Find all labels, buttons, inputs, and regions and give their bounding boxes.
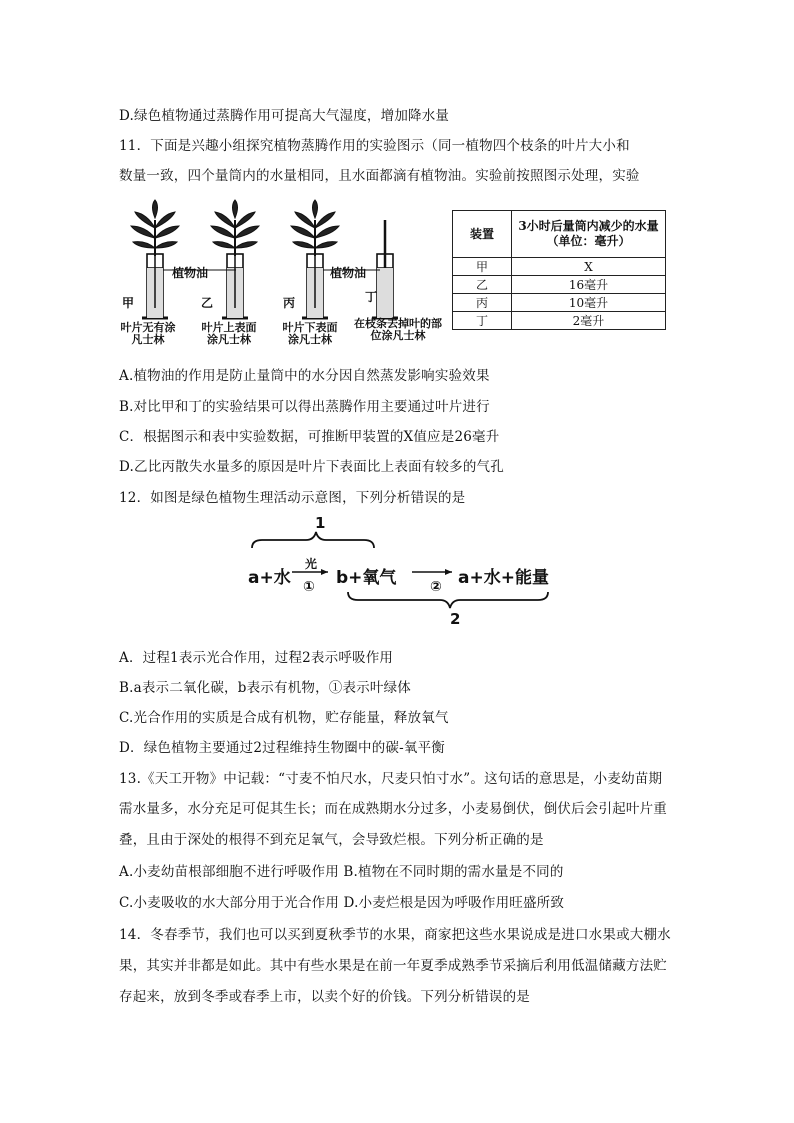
q10-option-d: D.绿色植物通过蒸腾作用可提高大气湿度，增加降水量 [119, 108, 450, 124]
table-cell-value: X [512, 258, 666, 276]
tube-caption-jia: 叶片无有涂凡士林 [120, 321, 176, 346]
table-cell-value: 10毫升 [512, 294, 666, 312]
plant-jia [131, 200, 179, 256]
table-header-device: 装置 [453, 211, 512, 258]
q12-option-b: B.a表示二氧化碳，b表示有机物，①表示叶绿体 [119, 680, 412, 696]
table-row [453, 258, 666, 276]
q14-stem-line2: 果，其实并非都是如此。其中有些水果是在前一年夏季成熟季节采摘后利用低温储藏方法贮 [119, 958, 667, 974]
diagram-right: a+水+能量 [458, 568, 549, 588]
diagram-left: a+水 [248, 568, 291, 588]
tube-caption-ding: 在枝条去掉叶的部位涂凡士林 [354, 317, 442, 342]
cylinder-yi [222, 254, 248, 318]
oil-label-1: 植物油 [172, 266, 209, 280]
tube-name-jia: 甲 [122, 296, 135, 310]
q11-option-c: C．根据图示和表中实验数据，可推断甲装置的X值应是26毫升 [119, 429, 500, 445]
table-cell-device: 丙 [453, 294, 512, 312]
diagram-middle: b+氧气 [336, 568, 397, 588]
q11-option-a: A.植物油的作用是防止量筒中的水分因自然蒸发影响实验效果 [119, 368, 490, 384]
table-cell-value: 2毫升 [512, 312, 666, 330]
table-cell-device: 乙 [453, 276, 512, 294]
diagram-label-1: 1 [315, 514, 326, 532]
q12-option-d: D．绿色植物主要通过2过程维持生物圈中的碳-氧平衡 [119, 740, 445, 756]
diagram-label-2: 2 [450, 610, 461, 628]
table-row [453, 312, 666, 330]
q11-option-b: B.对比甲和丁的实验结果可以得出蒸腾作用主要通过叶片进行 [119, 399, 490, 415]
q11-stem-line2: 数量一致，四个量筒内的水量相同，且水面都滴有植物油。实验前按照图示处理，实验 [119, 168, 640, 184]
q12-option-c: C.光合作用的实质是合成有机物，贮存能量，释放氧气 [119, 710, 449, 726]
q11-results-table [452, 210, 666, 330]
q14-stem-line1: 14．冬春季节，我们也可以买到夏秋季节的水果，商家把这些水果说成是进口水果或大棚水 [119, 927, 671, 943]
cylinder-bing [302, 254, 328, 318]
table-row [453, 294, 666, 312]
diagram-arrow2-bottom: ② [430, 579, 442, 595]
table-header-row [453, 211, 666, 258]
tube-caption-yi: 叶片上表面涂凡士林 [201, 321, 257, 346]
table-cell-device: 丁 [453, 312, 512, 330]
diagram-arrow1-bottom: ① [303, 579, 315, 595]
diagram-arrow1-top: 光 [305, 557, 318, 571]
q13-stem-line1: 13.《天工开物》中记载：“寸麦不怕尺水，尺麦只怕寸水”。这句话的意思是，小麦幼苗期 [119, 771, 663, 787]
q13-stem-line2: 需水量多，水分充足可促其生长；而在成熟期水分过多，小麦易倒伏，倒伏后会引起叶片重 [119, 801, 667, 817]
table-cell-value: 16毫升 [512, 276, 666, 294]
plant-bing [291, 200, 339, 256]
table-header-water: 3小时后量筒内减少的水量（单位：毫升） [512, 211, 666, 258]
brace-process-2 [348, 592, 548, 608]
cylinder-jia [142, 254, 168, 318]
q13-options-line1: A.小麦幼苗根部细胞不进行呼吸作用 B.植物在不同时期的需水量是不同的 [119, 864, 564, 880]
tube-name-ding: 丁 [365, 290, 378, 304]
oil-label-2: 植物油 [330, 266, 367, 280]
q11-option-d: D.乙比丙散失水量多的原因是叶片下表面比上表面有较多的气孔 [119, 459, 504, 475]
q13-stem-line3: 叠，且由于深处的根得不到充足氧气，会导致烂根。下列分析正确的是 [119, 832, 544, 848]
q11-stem-line1: 11．下面是兴趣小组探究植物蒸腾作用的实验图示（同一植物四个枝条的叶片大小和 [119, 138, 630, 154]
table-cell-device: 甲 [453, 258, 512, 276]
q14-stem-line3: 存起来，放到冬季或春季上市，以卖个好的价钱。下列分析错误的是 [119, 989, 530, 1005]
tube-name-yi: 乙 [201, 296, 214, 310]
q12-option-a: A．过程1表示光合作用，过程2表示呼吸作用 [119, 650, 394, 666]
brace-process-1 [252, 532, 374, 548]
q13-options-line2: C.小麦吸收的水大部分用于光合作用 D.小麦烂根是因为呼吸作用旺盛所致 [119, 895, 565, 911]
tube-name-bing: 丙 [283, 296, 296, 310]
q12-stem: 12．如图是绿色植物生理活动示意图，下列分析错误的是 [119, 490, 466, 506]
plant-yi [211, 200, 259, 256]
tube-caption-bing: 叶片下表面涂凡士林 [282, 321, 338, 346]
table-row [453, 276, 666, 294]
